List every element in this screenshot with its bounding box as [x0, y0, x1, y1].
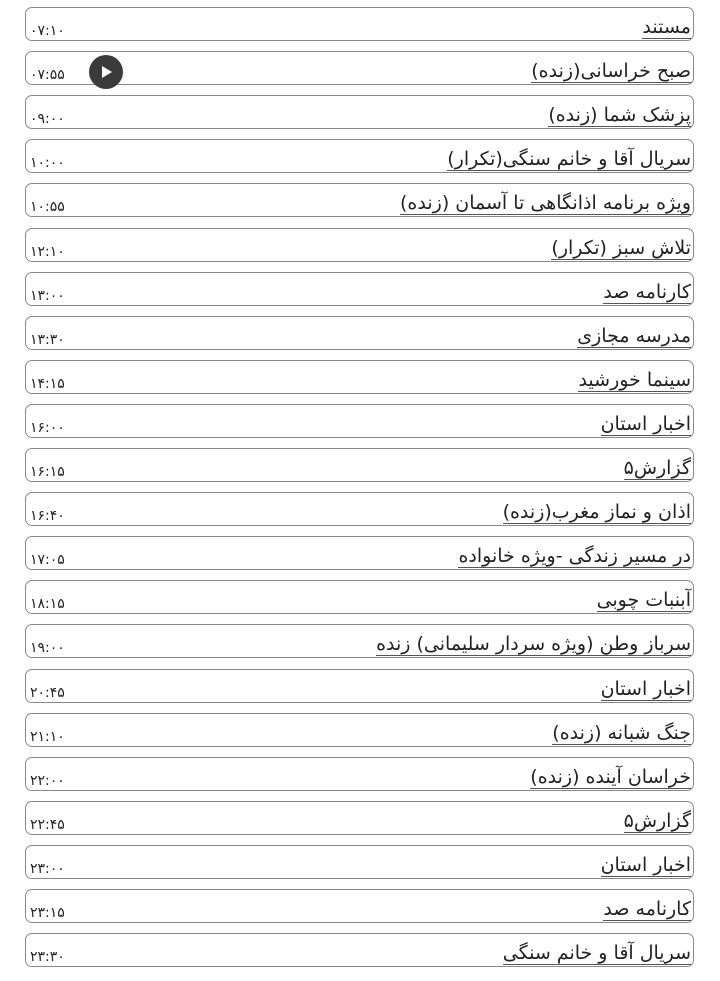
program-time: ۲۳:۳۰ — [30, 949, 65, 966]
schedule-row[interactable] — [25, 889, 694, 923]
schedule-row[interactable] — [25, 95, 694, 129]
program-time: ۱۶:۰۰ — [30, 419, 65, 436]
program-time: ۱۷:۰۵ — [30, 552, 65, 569]
schedule-row[interactable] — [25, 845, 694, 879]
program-title: کارنامه صد — [603, 280, 691, 303]
program-title: اخبار استان — [600, 677, 691, 700]
schedule-row[interactable] — [25, 757, 694, 791]
play-button[interactable] — [89, 55, 123, 89]
program-title: پزشک شما (زنده) — [548, 104, 691, 127]
program-title: سینما خورشید — [578, 368, 691, 391]
program-time: ۰۷:۵۵ — [30, 67, 65, 84]
program-time: ۲۲:۴۵ — [30, 816, 65, 833]
program-title: سریال آقا و خانم سنگی — [502, 942, 691, 965]
program-time: ۲۳:۱۵ — [30, 905, 65, 921]
schedule-row[interactable] — [25, 536, 694, 570]
program-title: آبنبات چوبی — [596, 589, 691, 612]
program-time: ۱۶:۴۰ — [30, 508, 65, 525]
program-time: ۰۷:۱۰ — [30, 23, 65, 39]
schedule-row[interactable] — [25, 360, 694, 394]
program-time: ۱۰:۰۰ — [30, 155, 65, 172]
program-title: تلاش سبز (تکرار) — [551, 236, 691, 259]
schedule-row[interactable] — [25, 669, 694, 703]
program-title: گزارش۵ — [623, 809, 691, 832]
program-title: گزارش۵ — [623, 457, 691, 479]
schedule-row[interactable] — [25, 801, 694, 835]
program-title: اخبار استان — [600, 412, 691, 435]
program-title: مستند — [642, 16, 691, 38]
program-time: ۱۴:۱۵ — [30, 375, 65, 392]
program-title: مدرسه مجازی — [577, 324, 691, 347]
play-icon — [98, 64, 114, 80]
program-title: در مسیر زندگی -ویژه خانواده — [458, 545, 691, 568]
schedule-row[interactable] — [25, 228, 694, 262]
program-time: ۱۲:۱۰ — [30, 243, 65, 260]
schedule-row[interactable] — [25, 492, 694, 526]
program-time: ۲۲:۰۰ — [30, 772, 65, 789]
program-title: اذان و نماز مغرب(زنده) — [502, 501, 691, 524]
schedule-row[interactable] — [25, 316, 694, 350]
program-time: ۱۹:۰۰ — [30, 640, 65, 657]
schedule-row[interactable] — [25, 272, 694, 306]
schedule-row[interactable] — [25, 713, 694, 747]
program-title: صبح خراسانی(زنده) — [531, 60, 691, 83]
program-time: ۱۶:۱۵ — [30, 464, 65, 480]
program-time: ۱۳:۰۰ — [30, 287, 65, 304]
program-title: سرباز وطن (ویژه سردار سلیمانی) زنده — [376, 633, 691, 656]
schedule-row[interactable] — [25, 7, 694, 41]
program-title: کارنامه صد — [603, 898, 691, 920]
schedule-row[interactable] — [25, 51, 694, 85]
schedule-row[interactable] — [25, 139, 694, 173]
program-time: ۰۹:۰۰ — [30, 111, 65, 128]
program-title: سریال آقا و خانم سنگی(تکرار) — [447, 148, 691, 171]
program-time: ۱۰:۵۵ — [30, 199, 65, 216]
program-title: اخبار استان — [600, 853, 691, 876]
schedule-row[interactable] — [25, 933, 694, 967]
schedule-row[interactable] — [25, 183, 694, 217]
program-title: جنگ شبانه (زنده) — [552, 721, 691, 744]
schedule-row[interactable] — [25, 404, 694, 438]
program-time: ۲۳:۰۰ — [30, 860, 65, 877]
schedule-row[interactable] — [25, 580, 694, 614]
program-time: ۱۳:۳۰ — [30, 331, 65, 348]
schedule-row[interactable] — [25, 448, 694, 482]
program-time: ۱۸:۱۵ — [30, 596, 65, 613]
program-time: ۲۱:۱۰ — [30, 728, 65, 745]
program-time: ۲۰:۴۵ — [30, 684, 65, 701]
program-title: خراسان آینده (زنده) — [530, 765, 691, 788]
schedule-row[interactable] — [25, 624, 694, 658]
program-title: ویژه برنامه اذانگاهی تا آسمان (زنده) — [400, 192, 691, 215]
